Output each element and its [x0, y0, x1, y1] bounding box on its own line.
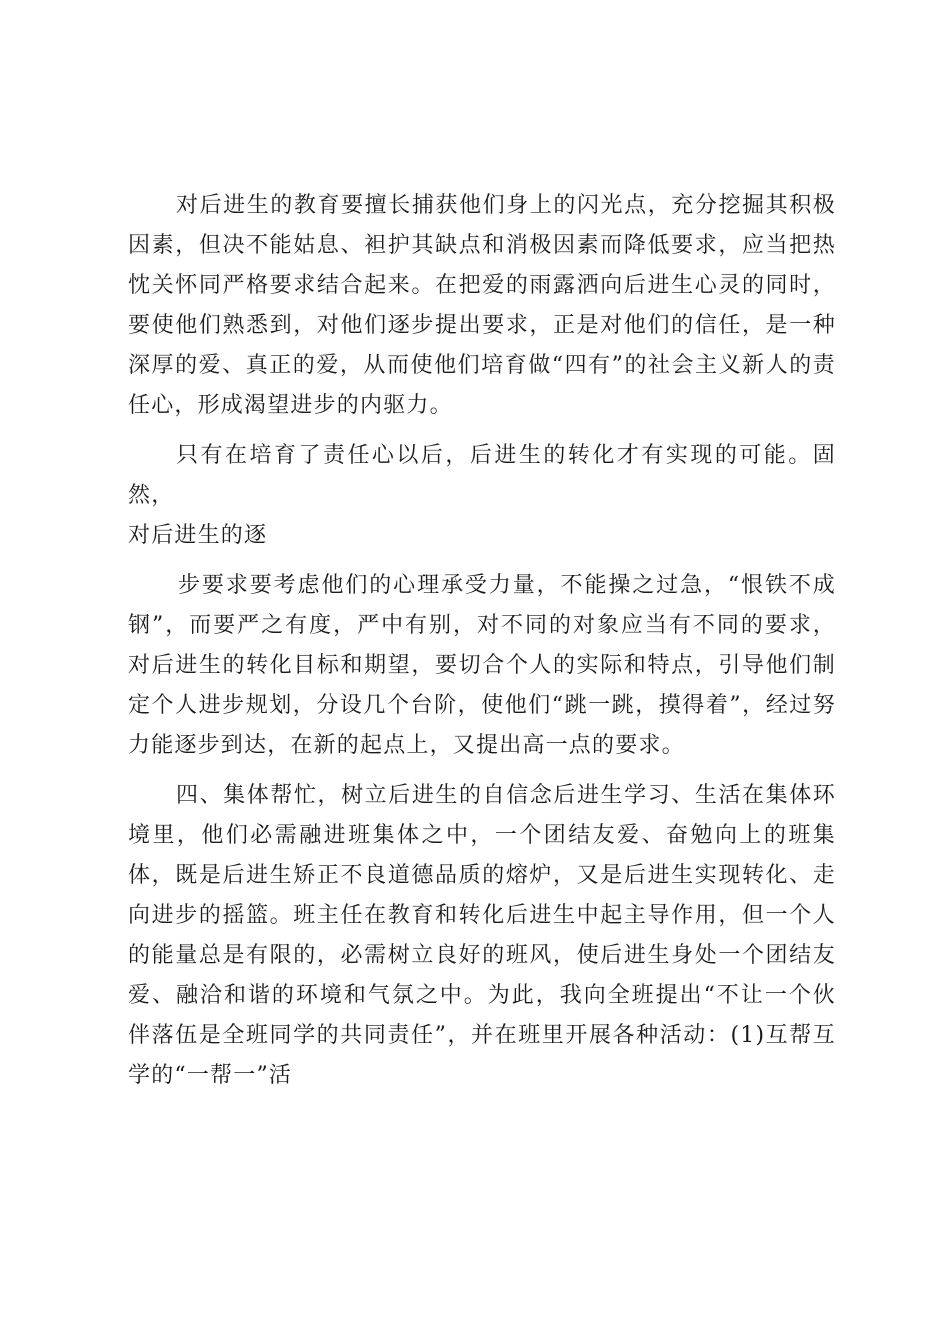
document-body [128, 186, 836, 1106]
paragraph-2: 只有在培育了责任心以后，后进生的转化才有实现的可能。固然， [128, 443, 836, 508]
paragraph-2-continuation: 对后进生的逐 [128, 523, 268, 548]
paragraph-3: 步要求要考虑他们的心理承受力量，不能操之过急，“恨铁不成钢”，而要严之有度，严中有别，对不同的对象应当有不同的要求，对后进生的转化目标和期望，要切合个人的实际和特点，引导他们制定个人进步规划，分设几个台阶，使他们“跳一跳，摸得着”，经过努力能逐步到达，在新的起点上，又提出高一点的要求。 [128, 573, 836, 758]
paragraph-1: 对后进生的教育要擅长捕获他们身上的闪光点，充分挖掘其积极因素，但决不能姑息、袒护其缺点和消极因素而降低要求，应当把热忱关怀同严格要求结合起来。在把爱的雨露洒向后进生心灵的同时，要使他们熟悉到，对他们逐步提出要求，正是对他们的信任，是一种深厚的爱、真正的爱，从而使他们培育做“四有”的社会主义新人的责任心，形成渴望进步的内驱力。 [128, 193, 836, 418]
paragraph-4: 四、集体帮忙，树立后进生的自信念后进生学习、生活在集体环境里，他们必需融进班集体之中，一个团结友爱、奋勉向上的班集体，既是后进生矫正不良道德品质的熔炉，又是后进生实现转化、走向进步的摇篮。班主任在教育和转化后进生中起主导作用，但一个人的能量总是有限的，必需树立良好的班风，使后进生身处一个团结友爱、融洽和谐的环境和气氛之中。为此，我向全班提出“不让一个伙伴落伍是全班同学的共同责任”，并在班里开展各种活动：(1)互帮互学的“一帮一”活 [128, 783, 836, 1088]
